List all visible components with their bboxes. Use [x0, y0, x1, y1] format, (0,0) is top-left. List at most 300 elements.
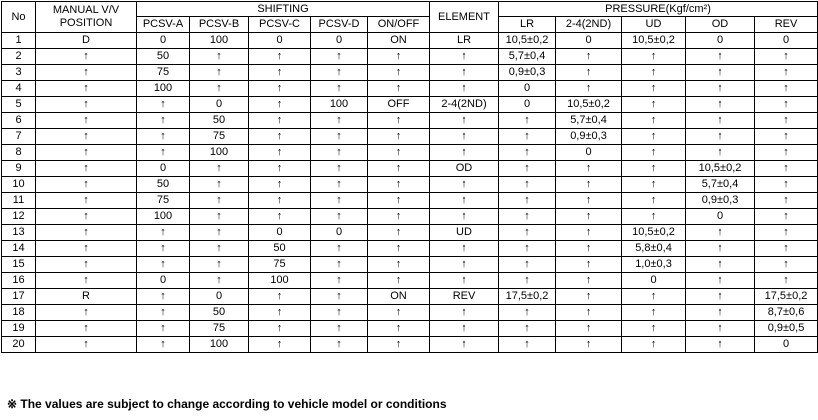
cell-on-off: ↑ [368, 81, 430, 97]
cell-pcsv-c: ↑ [249, 65, 311, 81]
table-row [2, 305, 818, 321]
cell-pcsv-b: 0 [190, 97, 249, 113]
cell-rev: ↑ [755, 241, 818, 257]
header-manual-line1: MANUAL V/V [52, 4, 120, 16]
cell-od: ↑ [686, 289, 755, 305]
cell-2-4-2nd: ↑ [556, 257, 622, 273]
cell-od: ↑ [686, 257, 755, 273]
cell-manual-position: ↑ [36, 305, 137, 321]
cell-element: ↑ [430, 177, 499, 193]
cell-ud: 5,8±0,4 [622, 241, 686, 257]
cell-element: ↑ [430, 145, 499, 161]
cell-manual-position: ↑ [36, 209, 137, 225]
cell-rev: ↑ [755, 273, 818, 289]
cell-pcsv-d: ↑ [311, 289, 368, 305]
cell-on-off: ↑ [368, 337, 430, 353]
cell-on-off: ↑ [368, 225, 430, 241]
table-row [2, 337, 818, 353]
cell-pcsv-a: 75 [137, 65, 190, 81]
cell-2-4-2nd: 0 [556, 145, 622, 161]
cell-pcsv-d: ↑ [311, 241, 368, 257]
cell-manual-position: ↑ [36, 321, 137, 337]
table-row [2, 225, 818, 241]
cell-lr: ↑ [499, 257, 556, 273]
cell-no: 1 [2, 33, 36, 49]
cell-pcsv-a: 0 [137, 273, 190, 289]
cell-od: ↑ [686, 49, 755, 65]
cell-2-4-2nd: 0,9±0,3 [556, 129, 622, 145]
cell-pcsv-c: ↑ [249, 161, 311, 177]
cell-on-off: OFF [368, 97, 430, 113]
cell-pcsv-a: 50 [137, 177, 190, 193]
cell-pcsv-d: ↑ [311, 257, 368, 273]
cell-pcsv-b: ↑ [190, 257, 249, 273]
cell-no: 7 [2, 129, 36, 145]
cell-rev: 17,5±0,2 [755, 289, 818, 305]
cell-od: ↑ [686, 241, 755, 257]
cell-pcsv-a: 75 [137, 193, 190, 209]
cell-2-4-2nd: ↑ [556, 81, 622, 97]
cell-pcsv-b: 0 [190, 289, 249, 305]
cell-pcsv-b: ↑ [190, 81, 249, 97]
cell-pcsv-b: 100 [190, 145, 249, 161]
cell-no: 15 [2, 257, 36, 273]
cell-element: 2-4(2ND) [430, 97, 499, 113]
cell-lr: 10,5±0,2 [499, 33, 556, 49]
footnote: ※ The values are subject to change according to vehicle model or conditions [7, 397, 447, 411]
cell-element: ↑ [430, 129, 499, 145]
cell-rev: 0 [755, 33, 818, 49]
cell-pcsv-b: ↑ [190, 241, 249, 257]
cell-rev: ↑ [755, 145, 818, 161]
cell-lr: ↑ [499, 337, 556, 353]
cell-pcsv-c: ↑ [249, 49, 311, 65]
cell-od: ↑ [686, 225, 755, 241]
cell-pcsv-d: ↑ [311, 49, 368, 65]
cell-2-4-2nd: 5,7±0,4 [556, 113, 622, 129]
cell-2-4-2nd: ↑ [556, 305, 622, 321]
cell-lr: ↑ [499, 193, 556, 209]
cell-pcsv-d: ↑ [311, 321, 368, 337]
cell-manual-position: ↑ [36, 177, 137, 193]
cell-rev: ↑ [755, 161, 818, 177]
cell-element: ↑ [430, 65, 499, 81]
cell-no: 8 [2, 145, 36, 161]
cell-od: ↑ [686, 113, 755, 129]
cell-pcsv-d: ↑ [311, 65, 368, 81]
header-pressure: PRESSURE(Kgf/cm²) [499, 2, 818, 17]
cell-ud: ↑ [622, 321, 686, 337]
cell-manual-position: ↑ [36, 241, 137, 257]
cell-pcsv-b: ↑ [190, 209, 249, 225]
cell-rev: ↑ [755, 49, 818, 65]
cell-on-off: ↑ [368, 129, 430, 145]
cell-no: 3 [2, 65, 36, 81]
cell-manual-position: ↑ [36, 273, 137, 289]
cell-pcsv-c: ↑ [249, 81, 311, 97]
cell-manual-position: ↑ [36, 257, 137, 273]
cell-manual-position: ↑ [36, 97, 137, 113]
cell-lr: ↑ [499, 177, 556, 193]
cell-no: 2 [2, 49, 36, 65]
header-row-1 [2, 2, 818, 17]
cell-on-off: ↑ [368, 145, 430, 161]
cell-pcsv-a: ↑ [137, 97, 190, 113]
cell-pcsv-b: 50 [190, 305, 249, 321]
cell-lr: ↑ [499, 225, 556, 241]
cell-pcsv-c: 50 [249, 241, 311, 257]
cell-od: ↑ [686, 273, 755, 289]
cell-2-4-2nd: ↑ [556, 321, 622, 337]
cell-ud: ↑ [622, 129, 686, 145]
cell-element: ↑ [430, 273, 499, 289]
header-ud: UD [622, 17, 686, 33]
cell-od: ↑ [686, 145, 755, 161]
cell-no: 17 [2, 289, 36, 305]
cell-element: ↑ [430, 321, 499, 337]
cell-rev: ↑ [755, 209, 818, 225]
cell-pcsv-b: 75 [190, 129, 249, 145]
header-manual-valve-position [36, 2, 137, 33]
cell-lr: 0 [499, 97, 556, 113]
cell-2-4-2nd: 10,5±0,2 [556, 97, 622, 113]
cell-rev: ↑ [755, 129, 818, 145]
cell-no: 9 [2, 161, 36, 177]
cell-ud: 10,5±0,2 [622, 33, 686, 49]
cell-pcsv-a: 50 [137, 49, 190, 65]
cell-rev: ↑ [755, 113, 818, 129]
cell-lr: ↑ [499, 145, 556, 161]
cell-manual-position: ↑ [36, 145, 137, 161]
cell-no: 11 [2, 193, 36, 209]
cell-2-4-2nd: ↑ [556, 337, 622, 353]
cell-rev: 0,9±0,5 [755, 321, 818, 337]
cell-on-off: ↑ [368, 273, 430, 289]
cell-lr: 0 [499, 81, 556, 97]
cell-on-off: ↑ [368, 305, 430, 321]
cell-2-4-2nd: ↑ [556, 65, 622, 81]
cell-od: 10,5±0,2 [686, 161, 755, 177]
cell-lr: 0,9±0,3 [499, 65, 556, 81]
cell-no: 14 [2, 241, 36, 257]
cell-rev: ↑ [755, 81, 818, 97]
cell-ud: ↑ [622, 145, 686, 161]
cell-lr: ↑ [499, 321, 556, 337]
cell-pcsv-d: ↑ [311, 161, 368, 177]
cell-element: ↑ [430, 49, 499, 65]
cell-no: 19 [2, 321, 36, 337]
cell-2-4-2nd: ↑ [556, 49, 622, 65]
cell-no: 6 [2, 113, 36, 129]
cell-ud: ↑ [622, 81, 686, 97]
cell-pcsv-b: ↑ [190, 49, 249, 65]
cell-pcsv-c: 0 [249, 33, 311, 49]
cell-on-off: ↑ [368, 321, 430, 337]
cell-no: 4 [2, 81, 36, 97]
cell-2-4-2nd: ↑ [556, 241, 622, 257]
cell-pcsv-c: ↑ [249, 193, 311, 209]
cell-ud: 10,5±0,2 [622, 225, 686, 241]
cell-pcsv-b: ↑ [190, 225, 249, 241]
pressure-table [1, 1, 818, 353]
cell-on-off: ↑ [368, 241, 430, 257]
cell-2-4-2nd: ↑ [556, 289, 622, 305]
cell-on-off: ON [368, 33, 430, 49]
header-shifting: SHIFTING [137, 2, 430, 17]
cell-manual-position: ↑ [36, 225, 137, 241]
cell-od: 0 [686, 209, 755, 225]
cell-on-off: ↑ [368, 209, 430, 225]
header-pcsv-a: PCSV-A [137, 17, 190, 33]
cell-ud: ↑ [622, 289, 686, 305]
cell-pcsv-a: 100 [137, 81, 190, 97]
cell-pcsv-d: ↑ [311, 273, 368, 289]
cell-ud: ↑ [622, 193, 686, 209]
cell-pcsv-b: ↑ [190, 65, 249, 81]
cell-pcsv-a: ↑ [137, 337, 190, 353]
header-pcsv-c: PCSV-C [249, 17, 311, 33]
cell-pcsv-d: ↑ [311, 305, 368, 321]
cell-od: 0 [686, 33, 755, 49]
cell-pcsv-a: ↑ [137, 289, 190, 305]
header-no: No [2, 2, 36, 33]
cell-2-4-2nd: ↑ [556, 177, 622, 193]
header-manual-line2: POSITION [59, 17, 113, 29]
table-row [2, 129, 818, 145]
table-row [2, 49, 818, 65]
cell-manual-position: ↑ [36, 129, 137, 145]
cell-element: LR [430, 33, 499, 49]
cell-pcsv-b: ↑ [190, 177, 249, 193]
cell-2-4-2nd: ↑ [556, 273, 622, 289]
header-on-off: ON/OFF [368, 17, 430, 33]
cell-pcsv-c: 100 [249, 273, 311, 289]
cell-on-off: ON [368, 289, 430, 305]
cell-pcsv-c: ↑ [249, 337, 311, 353]
cell-no: 5 [2, 97, 36, 113]
table-row [2, 65, 818, 81]
cell-rev: ↑ [755, 225, 818, 241]
cell-od: 0,9±0,3 [686, 193, 755, 209]
header-2-4-2nd: 2-4(2ND) [556, 17, 622, 33]
cell-on-off: ↑ [368, 65, 430, 81]
cell-lr: ↑ [499, 161, 556, 177]
table-row [2, 209, 818, 225]
cell-manual-position: ↑ [36, 81, 137, 97]
cell-pcsv-c: ↑ [249, 209, 311, 225]
cell-rev: 0 [755, 337, 818, 353]
cell-manual-position: ↑ [36, 161, 137, 177]
table-row [2, 161, 818, 177]
cell-on-off: ↑ [368, 113, 430, 129]
cell-element: ↑ [430, 257, 499, 273]
cell-pcsv-b: ↑ [190, 161, 249, 177]
table-row [2, 33, 818, 49]
cell-manual-position: ↑ [36, 113, 137, 129]
cell-2-4-2nd: ↑ [556, 225, 622, 241]
cell-od: ↑ [686, 129, 755, 145]
cell-lr: ↑ [499, 241, 556, 257]
cell-rev: ↑ [755, 257, 818, 273]
cell-lr: ↑ [499, 129, 556, 145]
table-row [2, 97, 818, 113]
cell-pcsv-a: 0 [137, 33, 190, 49]
cell-pcsv-a: ↑ [137, 113, 190, 129]
table-row [2, 241, 818, 257]
cell-element: ↑ [430, 193, 499, 209]
cell-ud: ↑ [622, 305, 686, 321]
cell-pcsv-d: 0 [311, 225, 368, 241]
cell-on-off: ↑ [368, 161, 430, 177]
cell-pcsv-d: ↑ [311, 145, 368, 161]
cell-element: ↑ [430, 81, 499, 97]
cell-pcsv-b: ↑ [190, 193, 249, 209]
cell-pcsv-c: ↑ [249, 145, 311, 161]
table-row [2, 177, 818, 193]
cell-ud: ↑ [622, 177, 686, 193]
cell-pcsv-a: ↑ [137, 305, 190, 321]
header-pcsv-b: PCSV-B [190, 17, 249, 33]
cell-od: ↑ [686, 81, 755, 97]
cell-element: ↑ [430, 337, 499, 353]
cell-pcsv-d: 100 [311, 97, 368, 113]
cell-rev: ↑ [755, 65, 818, 81]
cell-on-off: ↑ [368, 177, 430, 193]
cell-pcsv-a: ↑ [137, 241, 190, 257]
cell-element: UD [430, 225, 499, 241]
cell-od: ↑ [686, 97, 755, 113]
cell-od: ↑ [686, 337, 755, 353]
cell-pcsv-a: 100 [137, 209, 190, 225]
cell-manual-position: ↑ [36, 65, 137, 81]
cell-element: OD [430, 161, 499, 177]
cell-on-off: ↑ [368, 49, 430, 65]
cell-pcsv-b: 100 [190, 337, 249, 353]
header-od: OD [686, 17, 755, 33]
cell-lr: ↑ [499, 273, 556, 289]
cell-rev: ↑ [755, 193, 818, 209]
cell-pcsv-c: ↑ [249, 321, 311, 337]
cell-od: ↑ [686, 305, 755, 321]
table-row [2, 321, 818, 337]
cell-pcsv-c: 0 [249, 225, 311, 241]
cell-pcsv-b: 50 [190, 113, 249, 129]
cell-manual-position: ↑ [36, 337, 137, 353]
cell-pcsv-d: 0 [311, 33, 368, 49]
cell-pcsv-d: ↑ [311, 177, 368, 193]
cell-2-4-2nd: ↑ [556, 161, 622, 177]
cell-pcsv-d: ↑ [311, 193, 368, 209]
cell-element: REV [430, 289, 499, 305]
cell-od: ↑ [686, 65, 755, 81]
cell-no: 20 [2, 337, 36, 353]
cell-od: 5,7±0,4 [686, 177, 755, 193]
cell-2-4-2nd: 0 [556, 33, 622, 49]
cell-lr: ↑ [499, 305, 556, 321]
cell-lr: ↑ [499, 209, 556, 225]
cell-pcsv-b: 75 [190, 321, 249, 337]
cell-pcsv-d: ↑ [311, 113, 368, 129]
cell-on-off: ↑ [368, 193, 430, 209]
header-rev: REV [755, 17, 818, 33]
cell-pcsv-c: ↑ [249, 97, 311, 113]
cell-rev: 8,7±0,6 [755, 305, 818, 321]
cell-manual-position: R [36, 289, 137, 305]
cell-pcsv-d: ↑ [311, 209, 368, 225]
cell-no: 12 [2, 209, 36, 225]
cell-pcsv-a: ↑ [137, 145, 190, 161]
cell-pcsv-d: ↑ [311, 129, 368, 145]
cell-manual-position: ↑ [36, 49, 137, 65]
cell-ud: 1,0±0,3 [622, 257, 686, 273]
cell-pcsv-c: ↑ [249, 289, 311, 305]
cell-no: 18 [2, 305, 36, 321]
cell-manual-position: D [36, 33, 137, 49]
cell-ud: ↑ [622, 337, 686, 353]
cell-od: ↑ [686, 321, 755, 337]
table-row [2, 273, 818, 289]
cell-pcsv-a: ↑ [137, 257, 190, 273]
cell-on-off: ↑ [368, 257, 430, 273]
cell-element: ↑ [430, 209, 499, 225]
cell-pcsv-a: ↑ [137, 225, 190, 241]
cell-ud: ↑ [622, 65, 686, 81]
cell-lr: 5,7±0,4 [499, 49, 556, 65]
cell-element: ↑ [430, 305, 499, 321]
cell-no: 10 [2, 177, 36, 193]
cell-pcsv-b: 100 [190, 33, 249, 49]
cell-pcsv-a: 0 [137, 161, 190, 177]
cell-pcsv-c: ↑ [249, 305, 311, 321]
cell-pcsv-b: ↑ [190, 273, 249, 289]
table-row [2, 257, 818, 273]
cell-element: ↑ [430, 113, 499, 129]
cell-2-4-2nd: ↑ [556, 193, 622, 209]
cell-ud: ↑ [622, 113, 686, 129]
cell-ud: 0 [622, 273, 686, 289]
cell-2-4-2nd: ↑ [556, 209, 622, 225]
table-row [2, 289, 818, 305]
cell-lr: 17,5±0,2 [499, 289, 556, 305]
header-pcsv-d: PCSV-D [311, 17, 368, 33]
cell-no: 13 [2, 225, 36, 241]
cell-lr: ↑ [499, 113, 556, 129]
cell-pcsv-c: ↑ [249, 177, 311, 193]
cell-ud: ↑ [622, 49, 686, 65]
cell-pcsv-a: ↑ [137, 321, 190, 337]
cell-no: 16 [2, 273, 36, 289]
cell-manual-position: ↑ [36, 193, 137, 209]
cell-pcsv-d: ↑ [311, 337, 368, 353]
cell-rev: ↑ [755, 97, 818, 113]
table-row [2, 81, 818, 97]
header-element: ELEMENT [430, 2, 499, 33]
header-lr: LR [499, 17, 556, 33]
cell-element: ↑ [430, 241, 499, 257]
cell-ud: ↑ [622, 97, 686, 113]
table-row [2, 193, 818, 209]
table-row [2, 145, 818, 161]
cell-ud: ↑ [622, 161, 686, 177]
cell-pcsv-c: 75 [249, 257, 311, 273]
cell-ud: ↑ [622, 209, 686, 225]
cell-pcsv-c: ↑ [249, 129, 311, 145]
cell-pcsv-d: ↑ [311, 81, 368, 97]
cell-pcsv-c: ↑ [249, 113, 311, 129]
cell-pcsv-a: ↑ [137, 129, 190, 145]
table-row [2, 113, 818, 129]
cell-rev: ↑ [755, 177, 818, 193]
